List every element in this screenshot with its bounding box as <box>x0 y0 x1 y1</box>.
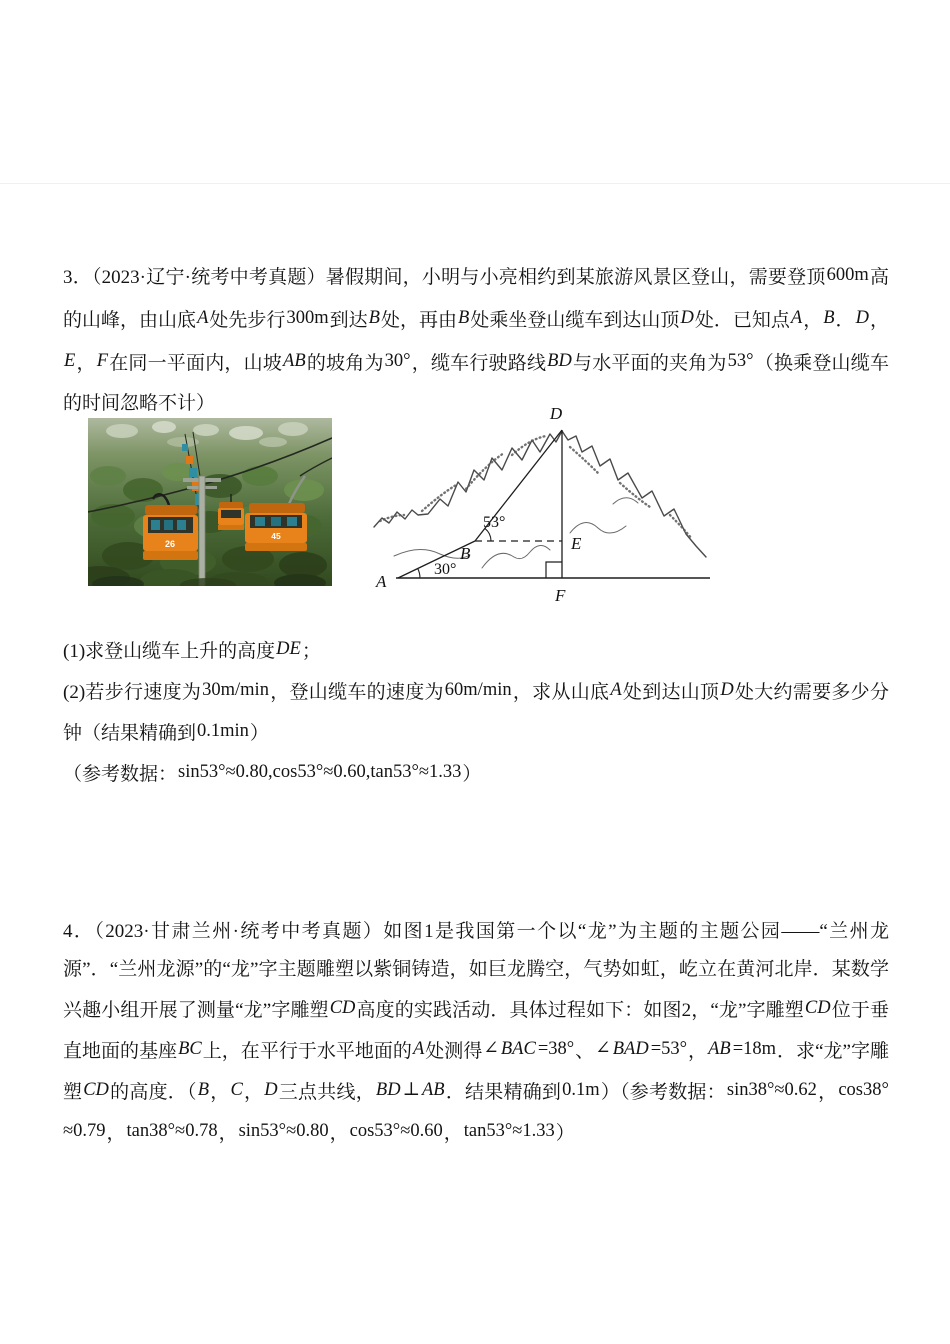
text-run: B <box>458 308 470 328</box>
text-run: ） <box>555 1123 575 1144</box>
text-run: 53° <box>727 351 754 371</box>
stipple-shading <box>380 436 692 539</box>
text-run: cos38°≈0.79 <box>63 1080 889 1141</box>
label-D: D <box>549 404 563 423</box>
geometry-lines <box>396 430 710 578</box>
text-run: C <box>230 1080 243 1100</box>
text-run: ∠ <box>595 1039 611 1059</box>
text-run: DE <box>276 639 301 659</box>
text-run: B <box>823 308 835 328</box>
text-run: =18m <box>732 1039 777 1059</box>
text-run: 上，在平行于水平地面的 <box>202 1041 412 1062</box>
text-run: 30° <box>384 351 411 371</box>
text-run: sin53°≈0.80,cos53°≈0.60,tan53°≈1.33 <box>178 762 462 782</box>
text-run: tan53°≈1.33 <box>463 1121 555 1141</box>
text-run: 处乘坐登山缆车到达山顶 <box>470 310 680 331</box>
text-run: 的坡角为 <box>306 353 384 374</box>
text-run: ． <box>835 310 855 331</box>
text-run: ， <box>243 1082 264 1103</box>
text-run: 与水平面的夹角为 <box>572 353 727 374</box>
text-run: 处，再由 <box>380 310 457 331</box>
text-run: AB <box>708 1039 731 1059</box>
right-angle-mark <box>546 562 562 578</box>
text-run: ， <box>688 1041 708 1062</box>
text-run: ∠ <box>483 1039 499 1059</box>
text-run: D <box>855 308 869 328</box>
text-run: 600m <box>826 265 869 285</box>
text-run: 4．（2023·甘肃兰州·统考中考真题）如图1是我国第一个以“龙”为主题的主题公园——“兰州龙源”．“兰州龙源”的“龙”字主题雕塑以紫铜铸造，如巨龙腾空，气势如虹，屹立在黄河北岸．某数学兴趣小组开展了测量“龙”字雕塑 <box>63 921 889 1021</box>
text-run: 处到达山顶 <box>622 682 720 703</box>
text-run: ⊥ <box>402 1080 420 1100</box>
text-run: BD <box>375 1080 401 1100</box>
text-run: D <box>720 680 734 700</box>
text-run: AB <box>422 1080 445 1100</box>
text-run: ．结果精确到 <box>445 1082 562 1103</box>
mountain-sketch <box>374 431 706 568</box>
text-run: 0.1min <box>197 721 249 741</box>
label-B: B <box>460 544 471 563</box>
text-run: 的高度．（ <box>109 1082 197 1103</box>
subquestion-2 <box>63 671 889 753</box>
text-run: D <box>680 308 694 328</box>
text-run: A <box>412 1039 425 1059</box>
text-run: BAD <box>612 1039 649 1059</box>
text-run: ； <box>301 641 321 662</box>
text-run: A <box>610 680 622 700</box>
text-run: 处先步行 <box>209 310 286 331</box>
text-run: BD <box>547 351 572 371</box>
text-run: D <box>264 1080 278 1100</box>
reference-data <box>63 753 889 794</box>
text-run: BAC <box>500 1039 536 1059</box>
text-run: B <box>368 308 380 328</box>
text-run: 3．（2023·辽宁·统考中考真题）暑假期间，小明与小亮相约到某旅游风景区登山，需要登顶 <box>63 267 826 288</box>
text-run: ）（参考数据： <box>600 1082 726 1103</box>
text-run: 到达 <box>329 310 368 331</box>
text-run: CD <box>804 998 831 1018</box>
text-run: ， <box>106 1123 126 1144</box>
label-F: F <box>555 586 566 605</box>
text-run: ，登山缆车的速度为 <box>269 682 444 703</box>
label-E: E <box>571 534 582 553</box>
mountain-diagram <box>370 403 718 615</box>
cable-car-photo <box>88 418 332 586</box>
text-run: CD <box>83 1080 109 1100</box>
text-run: A <box>790 308 803 328</box>
text-run: ， <box>329 1123 349 1144</box>
problem-3-statement <box>63 255 889 424</box>
label-A: A <box>376 572 387 591</box>
text-run: 高的山峰，由山底 <box>63 267 889 331</box>
text-run: 、 <box>575 1041 595 1062</box>
text-run: ） <box>249 723 269 744</box>
text-run: （换乘登山缆车的时间忽略不计） <box>63 353 889 414</box>
text-run: 30m/min <box>202 680 269 700</box>
subquestion-1 <box>63 630 889 671</box>
text-run: ， <box>869 310 889 331</box>
text-run: F <box>96 351 109 371</box>
text-run: 位于垂直地面的基座 <box>63 1000 889 1062</box>
text-run: ， <box>443 1123 463 1144</box>
text-run: AB <box>283 351 306 371</box>
text-run: B <box>197 1080 210 1100</box>
text-run: CD <box>329 998 356 1018</box>
text-run: 三点共线， <box>278 1082 375 1103</box>
text-run: =53° <box>650 1039 688 1059</box>
front-gondola-number: 26 <box>164 539 176 549</box>
text-run: ，求从山底 <box>512 682 610 703</box>
text-run: =38° <box>537 1039 575 1059</box>
text-run: sin38°≈0.62 <box>726 1080 817 1100</box>
problem-4-statement <box>63 913 889 1153</box>
text-run: 处测得 <box>425 1041 483 1062</box>
label-angle-30: 30° <box>434 561 457 578</box>
text-run: (2)若步行速度为 <box>63 682 202 703</box>
text-run: ， <box>817 1082 838 1103</box>
text-run: E <box>64 351 76 371</box>
label-angle-53: 53° <box>483 514 506 531</box>
text-run: ， <box>803 310 823 331</box>
page-separator-rule <box>0 183 950 184</box>
text-run: ， <box>210 1082 230 1103</box>
text-run: sin53°≈0.80 <box>238 1121 329 1141</box>
text-run: （参考数据： <box>63 764 178 785</box>
text-run: 处大约需要多少分钟（结果精确到 <box>63 682 889 744</box>
text-run: BC <box>178 1039 202 1059</box>
text-run: (1)求登山缆车上升的高度 <box>63 641 276 662</box>
text-run: ，缆车行驶路线 <box>411 353 547 374</box>
text-run: cos53°≈0.60 <box>349 1121 443 1141</box>
text-run: ， <box>76 353 96 374</box>
text-run: 高度的实践活动．具体过程如下：如图2，“龙”字雕塑 <box>356 1000 804 1021</box>
text-run: ） <box>462 764 482 785</box>
angle-arc-A <box>418 569 420 578</box>
text-run: A <box>197 308 209 328</box>
problem-3-subquestions <box>63 630 889 794</box>
text-run: 60m/min <box>444 680 512 700</box>
text-run: tan38°≈0.78 <box>126 1121 218 1141</box>
right-gondola-number: 45 <box>271 531 281 541</box>
text-run: 300m <box>286 308 329 328</box>
text-run: 在同一平面内，山坡 <box>109 353 283 374</box>
text-run: 处．已知点 <box>694 310 790 331</box>
text-run: 0.1m <box>562 1080 600 1100</box>
text-run: ．求“龙”字雕塑 <box>63 1041 889 1103</box>
text-run: ， <box>218 1123 238 1144</box>
